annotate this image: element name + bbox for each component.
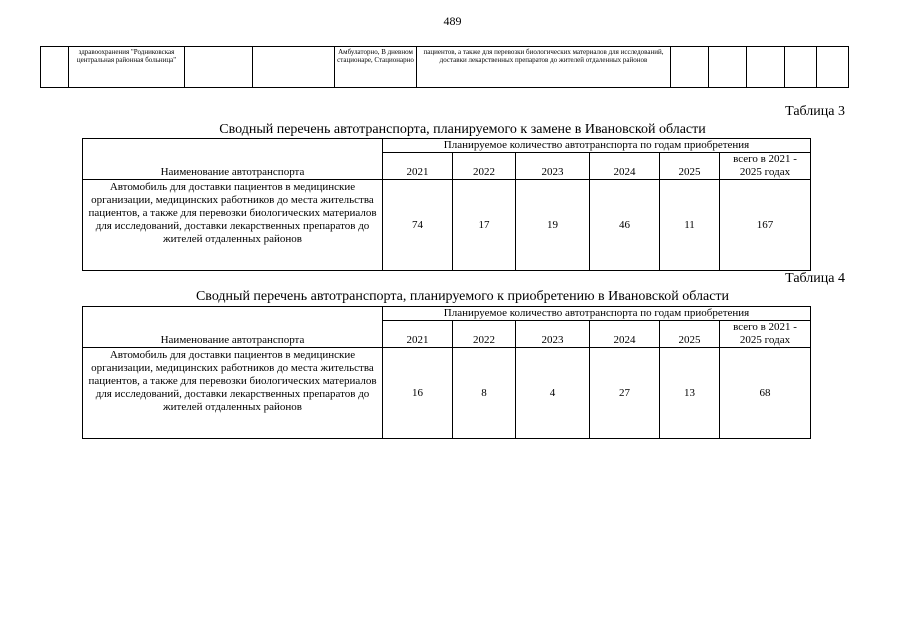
fragment-cell <box>671 47 709 88</box>
table4 <box>82 306 811 439</box>
table3-value: 17 <box>453 180 516 271</box>
table4-row <box>83 348 811 439</box>
table3-name-header: Наименование автотранспорта <box>83 139 383 180</box>
table4-year-header: 2024 <box>590 321 660 348</box>
table3-year-header: 2023 <box>516 153 590 180</box>
table3-row-name: Автомобиль для доставки пациентов в медицинские организации, медицинских работников до места жительства пациентов, а также для перевозки биологических материалов для исследований, доставки лекарственных препаратов до жителей отдаленных районов <box>83 180 383 271</box>
table3-year-header: 2024 <box>590 153 660 180</box>
table4-year-header: 2022 <box>453 321 516 348</box>
table3-header-row <box>83 139 811 153</box>
table3-label: Таблица 3 <box>785 104 845 119</box>
fragment-org-name: здравоохранения "Родниковская центральная районная больница" <box>69 47 185 88</box>
table3-year-header: 2022 <box>453 153 516 180</box>
fragment-cell <box>747 47 785 88</box>
fragment-row <box>41 47 849 88</box>
table4-value: 8 <box>453 348 516 439</box>
table4-label: Таблица 4 <box>785 271 845 286</box>
table4-value: 16 <box>383 348 453 439</box>
table3 <box>82 138 811 271</box>
fragment-cell <box>253 47 335 88</box>
table3-value: 19 <box>516 180 590 271</box>
table4-year-header: 2021 <box>383 321 453 348</box>
table3-total: 167 <box>720 180 811 271</box>
table4-value: 4 <box>516 348 590 439</box>
table3-total-header: всего в 2021 - 2025 годах <box>720 153 811 180</box>
table3-group-header: Планируемое количество автотранспорта по годам приобретения <box>383 139 811 153</box>
table4-year-header: 2023 <box>516 321 590 348</box>
table3-year-header: 2021 <box>383 153 453 180</box>
table4-value: 13 <box>660 348 720 439</box>
table4-total: 68 <box>720 348 811 439</box>
page-number: 489 <box>443 14 462 28</box>
table4-year-header: 2025 <box>660 321 720 348</box>
table3-value: 11 <box>660 180 720 271</box>
fragment-cell <box>785 47 817 88</box>
table4-title: Сводный перечень автотранспорта, планируемого к приобретению в Ивановской области <box>195 289 730 304</box>
fragment-care-type: Амбулаторно, В дневном стационаре, Стационарно <box>335 47 417 88</box>
table4-row-name: Автомобиль для доставки пациентов в медицинские организации, медицинских работников до места жительства пациентов, а также для перевозки биологических материалов для исследований, доставки лекарственных препаратов до жителей отдаленных районов <box>83 348 383 439</box>
fragment-cell <box>41 47 69 88</box>
table4-value: 27 <box>590 348 660 439</box>
table4-group-header: Планируемое количество автотранспорта по годам приобретения <box>383 307 811 321</box>
table3-year-header: 2025 <box>660 153 720 180</box>
table4-total-header: всего в 2021 - 2025 годах <box>720 321 811 348</box>
previous-table-fragment <box>40 46 849 88</box>
fragment-cell <box>185 47 253 88</box>
fragment-cell <box>709 47 747 88</box>
table3-value: 46 <box>590 180 660 271</box>
fragment-cell <box>817 47 849 88</box>
table3-value: 74 <box>383 180 453 271</box>
table3-row <box>83 180 811 271</box>
fragment-purpose: пациентов, а также для перевозки биологических материалов для исследований, доставки лекарственных препаратов до жителей отдаленных районов <box>417 47 671 88</box>
table4-header-row <box>83 307 811 321</box>
table4-name-header: Наименование автотранспорта <box>83 307 383 348</box>
table3-title: Сводный перечень автотранспорта, планируемого к замене в Ивановской области <box>219 122 706 137</box>
